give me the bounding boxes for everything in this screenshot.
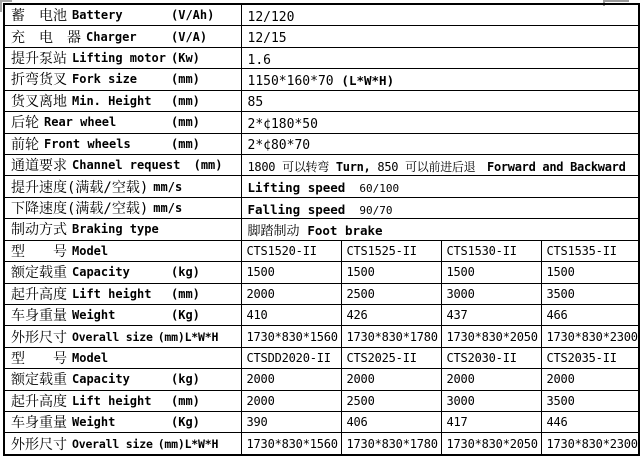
table-row <box>4 240 639 261</box>
row-label <box>4 176 241 197</box>
label-zh: 型 号 <box>11 350 67 367</box>
spec-table <box>3 3 640 456</box>
spec-value <box>241 219 639 240</box>
model-value: 1500 <box>241 262 341 283</box>
label-zh: 货叉离地 <box>11 93 67 110</box>
model-value: 2500 <box>341 390 441 411</box>
model-value: 3000 <box>441 390 541 411</box>
value-bold-text: (L*W*H) <box>341 72 395 88</box>
label-en: Charger <box>86 29 137 44</box>
model-value: 1500 <box>541 262 639 283</box>
table-row <box>4 283 639 304</box>
label-zh: 充 电 器 <box>11 29 81 46</box>
label-zh: 起升高度 <box>11 393 67 410</box>
label-zh: 额定载重 <box>11 265 67 282</box>
model-value: 3500 <box>541 390 639 411</box>
table-row <box>4 347 639 368</box>
model-value: 2000 <box>441 369 541 390</box>
label-zh: 车身重量 <box>11 415 67 432</box>
value-bold-text: Foot brake <box>307 222 383 238</box>
model-name: CTS1520-II <box>241 240 341 261</box>
model-name: CTS1530-II <box>441 240 541 261</box>
table-row <box>4 176 639 197</box>
row-label <box>4 262 241 283</box>
row-label <box>4 304 241 325</box>
label-unit: (V/Ah) <box>171 8 215 23</box>
label-unit: (mm)L*W*H <box>157 436 219 451</box>
value-bold-text: Falling speed <box>247 201 346 217</box>
label-unit: (Kg) <box>171 308 200 323</box>
model-value: 426 <box>341 304 441 325</box>
value-small-text: 90/70 <box>359 203 393 217</box>
label-unit: (mm) <box>171 115 200 130</box>
model-value: 1730*830*1780 <box>341 326 441 347</box>
model-value: 2500 <box>341 283 441 304</box>
label-zh: 额定载重 <box>11 372 67 389</box>
row-label <box>4 133 241 154</box>
model-name: CTS1525-II <box>341 240 441 261</box>
row-label <box>4 90 241 111</box>
row-label <box>4 4 241 26</box>
label-unit: (V/A) <box>171 29 208 44</box>
model-value: 1730*830*1560 <box>241 433 341 455</box>
model-value: 1730*830*1560 <box>241 326 341 347</box>
label-unit: (Kg) <box>171 415 200 430</box>
label-en: Battery <box>72 8 123 23</box>
label-en: Overall size <box>72 329 153 344</box>
model-value: 2000 <box>241 283 341 304</box>
label-en: Channel request <box>72 158 181 173</box>
table-row <box>4 47 639 68</box>
label-en: Model <box>72 243 109 258</box>
label-unit: mm/s <box>153 201 183 216</box>
value-text: 85 <box>247 95 264 111</box>
model-value: 1730*830*2300 <box>541 433 639 455</box>
model-value: 1500 <box>441 262 541 283</box>
table-row <box>4 433 639 455</box>
value-bold-text: Turn, <box>335 159 371 174</box>
spec-value <box>241 154 639 175</box>
table-row <box>4 304 639 325</box>
model-name: CTS2025-II <box>341 347 441 368</box>
label-zh: 蓄 电池 <box>11 8 67 25</box>
table-row <box>4 197 639 218</box>
label-unit: (mm) <box>171 136 200 151</box>
label-en: Min. Height <box>72 93 152 108</box>
label-zh: 前轮 <box>11 136 39 153</box>
row-label <box>4 283 241 304</box>
model-value: 2000 <box>241 390 341 411</box>
label-zh: 制动方式 <box>11 222 67 239</box>
value-small-text: 60/100 <box>359 182 400 196</box>
value-text: 12/15 <box>247 31 287 47</box>
model-name: CTSDD2020-II <box>241 347 341 368</box>
model-value: 1730*830*2300 <box>541 326 639 347</box>
label-zh: 通道要求 <box>11 158 67 175</box>
table-row <box>4 390 639 411</box>
label-zh: 型 号 <box>11 243 67 260</box>
table-row <box>4 219 639 240</box>
row-label <box>4 369 241 390</box>
label-unit: (Kw) <box>171 51 200 66</box>
table-row <box>4 326 639 347</box>
label-en: Lift height <box>72 286 152 301</box>
model-value: 390 <box>241 412 341 433</box>
model-value: 1730*830*1780 <box>341 433 441 455</box>
model-name: CTS2030-II <box>441 347 541 368</box>
label-en: Capacity <box>72 265 130 280</box>
table-handle-artifact <box>0 0 12 2</box>
row-label <box>4 390 241 411</box>
model-value: 437 <box>441 304 541 325</box>
label-unit: (mm) <box>171 72 200 87</box>
table-row <box>4 112 639 133</box>
label-unit: (mm) <box>171 393 200 408</box>
row-label <box>4 47 241 68</box>
label-en: Lift height <box>72 393 152 408</box>
value-text: 2*¢80*70 <box>247 138 311 154</box>
model-value: 446 <box>541 412 639 433</box>
row-label <box>4 154 241 175</box>
spec-value <box>241 90 639 111</box>
table-row <box>4 412 639 433</box>
label-zh: 提升泵站 <box>11 51 67 68</box>
value-bold-text: Lifting speed <box>247 180 346 196</box>
label-unit: mm/s <box>153 179 183 194</box>
row-label <box>4 197 241 218</box>
model-value: 466 <box>541 304 639 325</box>
value-text: 2*¢180*50 <box>247 116 318 132</box>
row-label <box>4 326 241 347</box>
table-row <box>4 4 639 26</box>
label-zh: 提升速度(满载/空载) <box>11 179 149 196</box>
spec-value <box>241 47 639 68</box>
row-label <box>4 412 241 433</box>
row-label <box>4 240 241 261</box>
label-en: Capacity <box>72 372 130 387</box>
label-en: Overall size <box>72 436 153 451</box>
label-zh: 后轮 <box>11 115 39 132</box>
label-unit: (mm) <box>171 93 200 108</box>
label-en: Rear wheel <box>44 115 117 130</box>
model-value: 3000 <box>441 283 541 304</box>
value-text: 脚踏制动 <box>247 223 308 239</box>
ruler-artifact <box>603 0 629 2</box>
spec-value <box>241 133 639 154</box>
model-name: CTS1535-II <box>541 240 639 261</box>
model-value: 1500 <box>341 262 441 283</box>
spec-value <box>241 26 639 47</box>
label-en: Lifting motor <box>72 51 166 66</box>
model-value: 2000 <box>541 369 639 390</box>
table-row <box>4 154 639 175</box>
label-en: Model <box>72 350 109 365</box>
spec-value <box>241 69 639 90</box>
model-value: 1730*830*2050 <box>441 326 541 347</box>
spec-value <box>241 4 639 26</box>
model-value: 2000 <box>341 369 441 390</box>
row-label <box>4 26 241 47</box>
label-en: Weight <box>72 415 116 430</box>
row-label <box>4 347 241 368</box>
value-text: 850 可以前进后退 <box>370 159 488 174</box>
model-value: 1730*830*2050 <box>441 433 541 455</box>
value-bold-text: Forward and Backward <box>487 159 626 174</box>
row-label <box>4 69 241 90</box>
table-row <box>4 69 639 90</box>
table-row <box>4 90 639 111</box>
row-label <box>4 433 241 455</box>
model-value: 406 <box>341 412 441 433</box>
row-label <box>4 219 241 240</box>
label-unit: (kg) <box>171 265 200 280</box>
label-zh: 下降速度(满载/空载) <box>11 201 149 218</box>
label-zh: 车身重量 <box>11 308 67 325</box>
model-value: 410 <box>241 304 341 325</box>
spec-value <box>241 197 639 218</box>
table-row <box>4 133 639 154</box>
table-row <box>4 262 639 283</box>
value-text: 12/120 <box>247 9 295 25</box>
value-text: 1800 可以转弯 <box>247 159 336 174</box>
label-zh: 起升高度 <box>11 286 67 303</box>
spec-value <box>241 112 639 133</box>
label-unit: (mm) <box>193 158 223 173</box>
row-label <box>4 112 241 133</box>
spec-value <box>241 176 639 197</box>
table-row <box>4 369 639 390</box>
label-unit: (mm) <box>171 286 200 301</box>
label-en: Braking type <box>72 222 159 237</box>
model-value: 2000 <box>241 369 341 390</box>
label-en: Weight <box>72 308 116 323</box>
label-zh: 外形尺寸 <box>11 329 67 346</box>
model-value: 3500 <box>541 283 639 304</box>
label-en: Fork size <box>72 72 138 87</box>
table-row <box>4 26 639 47</box>
label-unit: (mm)L*W*H <box>157 329 219 344</box>
label-en: Front wheels <box>44 136 131 151</box>
label-zh: 折弯货叉 <box>11 72 67 89</box>
model-value: 417 <box>441 412 541 433</box>
value-text: 1.6 <box>247 52 271 68</box>
model-name: CTS2035-II <box>541 347 639 368</box>
label-unit: (kg) <box>171 372 200 387</box>
value-text: 1150*160*70 <box>247 73 342 89</box>
label-zh: 外形尺寸 <box>11 436 67 453</box>
